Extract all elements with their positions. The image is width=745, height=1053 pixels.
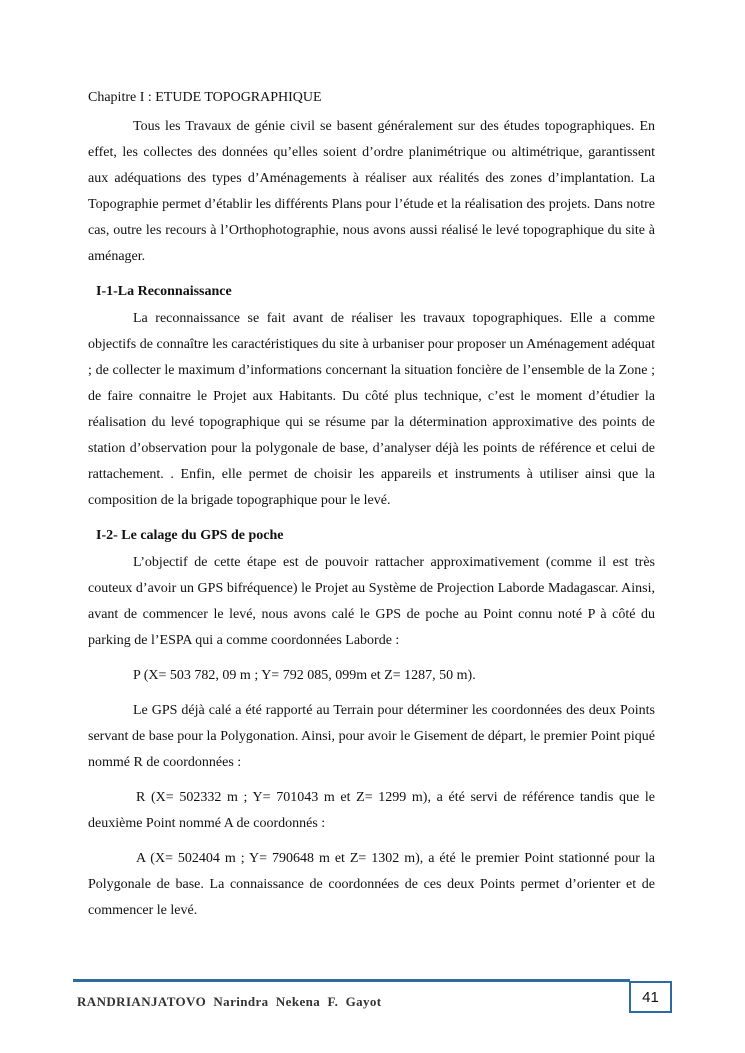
point-p-coordinates: P (X= 503 782, 09 m ; Y= 792 085, 099m et Z= 1287, 50 m).	[133, 668, 476, 683]
intro-paragraph: Tous les Travaux de génie civil se basent généralement sur des études topographiques. En effet, les collectes des données qu’elles soient d’ordre planimétrique ou altimétrique, garantissent aux adéquations des types d’Aménagements à réaliser aux réalités des zones d’implantation. La Topographie permet d’établir les différents Plans pour l’étude et la réalisation des projets. Dans notre cas, outre les recours à l’Orthophotographie, nous avons aussi réalisé le levé topographique du site à aménager.	[88, 119, 655, 264]
reconnaissance-paragraph: La reconnaissance se fait avant de réaliser les travaux topographiques. Elle a comme objectifs de connaître les caractéristiques du site à urbaniser pour proposer un Aménagement adéquat ; de collecter le maximum d’informations concernant la situation foncière de l’ensemble de la Zone ; de faire connaitre le Projet aux Habitants. Du côté plus technique, c’est le moment d’étudier la réalisation du levé topographique qui se résume par la détermination approximative des points de station d’observation pour la polygonale de base, d’analyser déjà les points de référence et celui de rattachement. . Enfin, elle permet de choisir les appareils et instruments à utiliser ainsi que la composition de la brigade topographique pour le levé.	[88, 311, 655, 508]
section-heading-reconnaissance: I-1-La Reconnaissance	[96, 284, 232, 299]
point-a-coordinates: A (X= 502404 m ; Y= 790648 m et Z= 1302 m), a été le premier Point stationné pour la Polygonale de base. La connaissance de coordonnées de ces deux Points permet d’orienter et de commencer le levé.	[88, 851, 655, 918]
page-number: 41	[642, 988, 659, 1006]
footer-divider	[73, 979, 630, 982]
footer-author: RANDRIANJATOVO Narindra Nekena F. Gayot	[77, 994, 382, 1009]
page-content	[88, 88, 655, 924]
point-r-coordinates: R (X= 502332 m ; Y= 701043 m et Z= 1299 m), a été servi de référence tandis que le deuxième Point nommé A de coordonnés :	[88, 790, 655, 831]
page-number-box	[629, 981, 672, 1013]
chapter-title: Chapitre I : ETUDE TOPOGRAPHIQUE	[88, 90, 322, 105]
gps-terrain-paragraph: Le GPS déjà calé a été rapporté au Terrain pour déterminer les coordonnées des deux Points servant de base pour la Polygonation. Ainsi, pour avoir le Gisement de départ, le premier Point piqué nommé R de coordonnées :	[88, 703, 655, 770]
gps-calage-paragraph: L’objectif de cette étape est de pouvoir rattacher approximativement (comme il est très couteux d’avoir un GPS bifréquence) le Projet au Système de Projection Laborde Madagascar. Ainsi, avant de commencer le levé, nous avons calé le GPS de poche au Point connu noté P à côté du parking de l’ESPA qui a comme coordonnées Laborde :	[88, 555, 655, 648]
section-heading-gps-calage: I-2- Le calage du GPS de poche	[96, 528, 284, 543]
